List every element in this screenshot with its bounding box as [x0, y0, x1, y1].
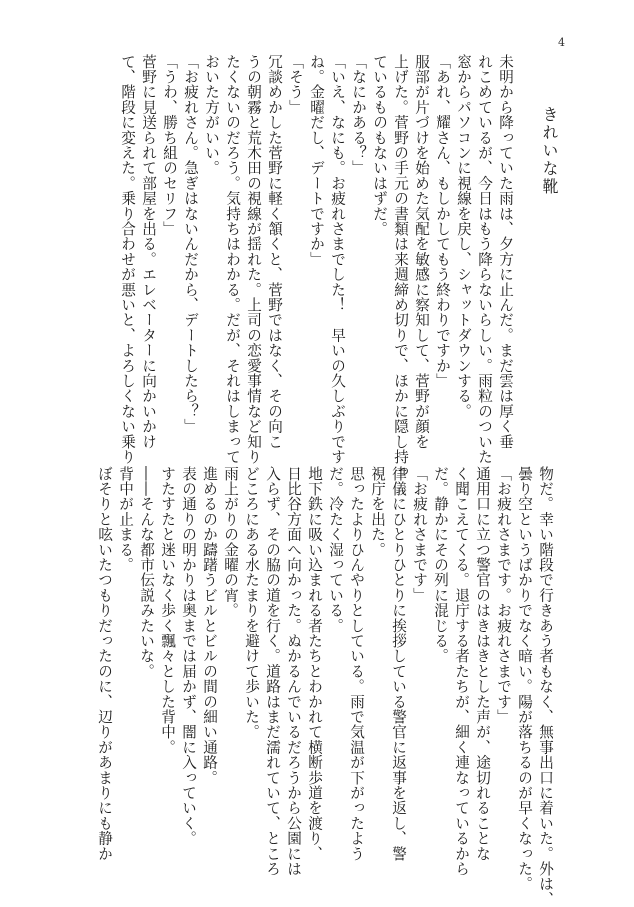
text-line: 日比谷方面へ向かった。ぬかるんでいるだろうから公園には [285, 466, 302, 877]
text-line: 雨上がりの金曜の宵。 [222, 466, 239, 618]
text-line: ぼそりと呟いたつもりだったのに、辺りがあまりにも静か [96, 466, 113, 862]
page-number: 4 [558, 36, 565, 49]
text-line: 「いえ、なにも。お疲れさまでした！ 早いの久しぶりです [329, 54, 346, 465]
text-line: 入らず、その脇の道を行く。道路はまだ濡れていて、ところ [264, 466, 281, 877]
chapter-title: きれいな靴 [540, 106, 559, 196]
text-line: て、階段に変えた。乗り合わせが悪いと、よろしくない乗り [119, 54, 136, 465]
text-line: 「お疲れさまです。お疲れさまです」 [495, 466, 512, 725]
bottom-text-block [94, 466, 556, 907]
text-line: ――そんな都市伝説みたいな。 [138, 466, 155, 679]
text-line: 視庁を出た。 [369, 466, 386, 558]
text-line: く聞こえてくる。退庁する者たちが、細く連なっているから [453, 466, 470, 877]
text-line: 表の通りの明かりは奥までは届かず、闇に入っていく。 [180, 466, 197, 846]
text-line: 物だ。幸い階段で行きあう者もなく、無事出口に着いた。外は、 [537, 466, 554, 907]
text-line: ね。金曜だし、デートですか」 [308, 54, 325, 267]
top-text-block [117, 54, 516, 480]
text-line: 「お疲れさまです」 [411, 466, 428, 603]
text-line: おいた方がいい。 [203, 54, 220, 176]
text-line: だ。静かにその列に混じる。 [432, 466, 449, 664]
text-line: 地下鉄に吸い込まれる者たちとわかれて横断歩道を渡り、 [306, 466, 323, 862]
text-line: 思ったよりひんやりとしている。雨で気温が下がったよう [348, 466, 365, 862]
text-line: 上げた。菅野の手元の書類は来週締め切りで、ほかに隠し持っ [392, 54, 409, 480]
text-line: れこめているが、今日はもう降らないらしい。雨粒のついた [476, 54, 493, 465]
text-line: どころにある水たまりを避けて歩いた。 [243, 466, 260, 740]
text-line: 通用口に立つ警官のはきはきとした声が、途切れることな [474, 466, 491, 862]
text-line: 進めるのか躊躇うビルとビルの間の細い通路。 [201, 466, 218, 786]
text-line: うの朝霧と荒木田の視線が揺れた。上司の恋愛事情など知り [245, 54, 262, 465]
text-line: 律儀にひとりひとりに挨拶している警官に返事を返し、警 [390, 466, 407, 862]
text-line: たくないのだろう。気持ちはわかる。だが、それはしまって [224, 54, 241, 465]
text-line: すたすたと迷いなく歩く飄々とした背中。 [159, 466, 176, 755]
text-line: 曇り空というばかりでなく暗い。陽が落ちるのが早くなった。 [516, 466, 533, 892]
text-line: 服部が片づけを始めた気配を敏感に察知して、菅野が顔を [413, 54, 430, 450]
text-line: ているものもないはずだ。 [371, 54, 388, 237]
text-line: 窓からパソコンに視線を戻し、シャットダウンする。 [455, 54, 472, 419]
text-line: 冗談めかした菅野に軽く頷くと、菅野ではなく、その向こ [266, 54, 283, 450]
text-line: 「お疲れさん。急ぎはないんだから、デートしたら？」 [182, 54, 199, 434]
text-line: 「うわ、勝ち組のセリフ」 [161, 54, 178, 237]
text-line: 「なにかある？」 [350, 54, 367, 176]
text-line: 未明から降っていた雨は、夕方に止んだ。まだ雲は厚く垂 [497, 54, 514, 450]
text-line: 菅野に見送られて部屋を出る。エレベーターに向かいかけ [140, 54, 157, 450]
text-line: だ。冷たく湿っている。 [327, 466, 344, 634]
text-line: 「そう」 [287, 54, 304, 115]
text-line: 「あれ、耀さん、もしかしてもう終わりですか」 [434, 54, 451, 389]
text-line: 背中が止まる。 [117, 466, 134, 573]
